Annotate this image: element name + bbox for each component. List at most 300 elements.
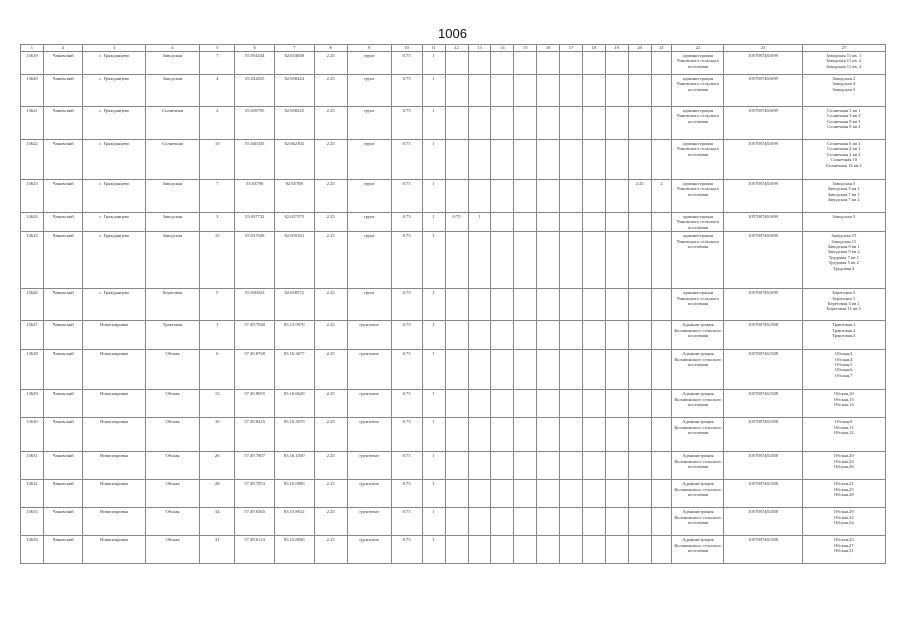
extra-volume-cell [445,52,468,75]
latitude-cell: 55.042825 [235,75,275,107]
addresses-cell [802,75,885,107]
longitude-cell: 82.662302 [274,140,314,180]
count-cell: 1 [422,75,445,107]
column-header: 3 [83,45,145,52]
table-row [21,52,886,75]
empty-cell [560,321,583,350]
empty-cell [537,350,560,390]
column-header: 5 [200,45,235,52]
empty-cell [605,75,628,107]
empty-cell [537,390,560,418]
planned-count-cell [651,213,672,232]
empty-cell [605,321,628,350]
area-cell: 2.25 [314,536,347,564]
planned-count-cell [651,289,672,321]
extra-count-cell [468,350,491,390]
planned-count-cell [651,321,672,350]
extra-count-cell [468,418,491,452]
header-row [21,45,886,52]
district-cell: Чановский [43,536,83,564]
row-id: 13632 [21,480,44,508]
inn-cell: 1057087461588 [724,418,802,452]
address-line: Заводская 4 [832,81,856,87]
owner-cell: администрация Чановского сельского поселения [672,232,724,289]
registry-table [20,44,886,564]
count-cell: 1 [422,321,445,350]
planned-volume-cell [628,75,651,107]
area-cell: 2.25 [314,140,347,180]
longitude-cell: 83.15.8612 [274,508,314,536]
empty-cell [537,213,560,232]
house-number-cell: 2 [200,107,235,140]
district-cell: Чановский [43,350,83,390]
volume-cell: 0.75 [391,52,422,75]
surface-cell: грунтовое [347,350,391,390]
address-line: Обская,20 [833,453,854,459]
table-row [21,180,886,213]
count-cell: 1 [422,390,445,418]
empty-cell [605,107,628,140]
house-number-cell: 5 [200,289,235,321]
address-line: Заводская 11 [831,238,857,244]
settlement-cell: с. Гражданцево [83,52,145,75]
address-line: Заводская 15 [831,233,857,239]
address-line: Солнечная 3 кв 1 [827,108,861,113]
surface-cell: грунтовое [347,536,391,564]
street-cell: Обская [145,536,199,564]
row-id: 13628 [21,350,44,390]
address-line: Заводская 11 кв. 1 [826,53,862,58]
empty-cell [582,390,605,418]
street-cell: Солнечная [145,140,199,180]
extra-volume-cell [445,232,468,289]
empty-cell [491,180,514,213]
empty-cell [514,321,537,350]
empty-cell [560,452,583,480]
planned-count-cell [651,75,672,107]
address-line: Обская,5 [835,362,853,368]
extra-volume-cell [445,107,468,140]
address-line: Заводская 11 кв. 2 [826,58,862,64]
inn-cell: 1057087461699 [724,289,802,321]
column-header: 6 [235,45,275,52]
latitude-cell: 55.03796 [235,180,275,213]
empty-cell [514,390,537,418]
district-cell: Чановский [43,321,83,350]
empty-cell [605,508,628,536]
extra-volume-cell [445,536,468,564]
planned-count-cell [651,232,672,289]
table-row [21,232,886,289]
empty-cell [514,140,537,180]
empty-cell [605,52,628,75]
address-line: Солнечная 2 кв 2 [827,151,861,157]
empty-cell [491,52,514,75]
settlement-cell: с. Гражданцево [83,213,145,232]
extra-count-cell [468,452,491,480]
district-cell: Чановский [43,289,83,321]
empty-cell [491,418,514,452]
addresses-cell [802,232,885,289]
address-line: Заводская 3 [832,86,856,92]
count-cell: 1 [422,350,445,390]
address-line: Обская,27 [833,542,854,548]
area-cell: 2.25 [314,452,347,480]
extra-count-cell [468,289,491,321]
area-cell: 2.25 [314,480,347,508]
empty-cell [514,232,537,289]
count-cell: 1 [422,452,445,480]
count-cell: 1 [422,213,445,232]
count-cell: 1 [422,140,445,180]
row-id: 13629 [21,390,44,418]
extra-count-cell [468,390,491,418]
extra-volume-cell [445,480,468,508]
address-line: Солнечная 9 кв 1 [827,118,861,124]
addresses-cell [802,180,885,213]
extra-count-cell [468,480,491,508]
address-line: Обская,11 [833,424,854,430]
planned-volume-cell [628,213,651,232]
empty-cell [560,508,583,536]
volume-cell: 0.75 [391,232,422,289]
row-id: 13626 [21,289,44,321]
empty-cell [582,321,605,350]
owner-cell: Администрация Коловинского сельского поселения [672,480,724,508]
latitude-cell: 55.036023 [235,289,275,321]
street-cell: Обская [145,418,199,452]
settlement-cell: с. Гражданцево [83,75,145,107]
empty-cell [605,390,628,418]
district-cell: Чановский [43,180,83,213]
empty-cell [514,536,537,564]
settlement-cell: Новопокровка [83,418,145,452]
addresses-cell [802,390,885,418]
address-line: Трактовая,1 [832,322,856,328]
latitude-cell: 55.054434 [235,52,275,75]
district-cell: Чановский [43,140,83,180]
address-line: Заводская 2 [832,76,856,81]
surface-cell: грунт [347,289,391,321]
empty-cell [491,213,514,232]
street-cell: Заводская [145,75,199,107]
table-row [21,140,886,180]
address-line: Солнечная 9 кв 2 [827,124,861,130]
column-header: 2 [43,45,83,52]
address-line: Трудовая 5 кв 2 [828,260,859,266]
address-line: Обская,34 [833,520,854,526]
house-number-cell: 4 [200,75,235,107]
empty-cell [560,480,583,508]
empty-cell [514,107,537,140]
row-id: 13631 [21,452,44,480]
column-header: 4 [145,45,199,52]
address-line: Трудовая 7 кв 1 [828,254,859,260]
surface-cell: грунтовое [347,452,391,480]
inn-cell: 1057087461699 [724,140,802,180]
column-header: 11 [422,45,445,52]
address-line: Обская,10 [833,391,854,397]
latitude-cell: 57.49.8425 [235,418,275,452]
column-header: 18 [582,45,605,52]
planned-volume-cell [628,289,651,321]
latitude-cell: 57.49.6123 [235,536,275,564]
empty-cell [560,289,583,321]
surface-cell: грунтовое [347,390,391,418]
empty-cell [605,536,628,564]
area-cell: 2.25 [314,232,347,289]
district-cell: Чановский [43,75,83,107]
empty-cell [537,289,560,321]
area-cell: 2.25 [314,350,347,390]
empty-cell [537,418,560,452]
street-cell: Береговая [145,289,199,321]
volume-cell: 0.75 [391,213,422,232]
owner-cell: администрация Чановского сельского поселения [672,289,724,321]
latitude-cell: 57.49.7807 [235,452,275,480]
empty-cell [582,75,605,107]
street-cell: Обская [145,480,199,508]
house-number-cell: 1 [200,321,235,350]
settlement-cell: Новопокровка [83,350,145,390]
owner-cell: администрация Чановского сельского поселения [672,140,724,180]
column-header: 10 [391,45,422,52]
address-line: Трактовая,3 [832,333,856,339]
settlement-cell: Новопокровка [83,321,145,350]
extra-count-cell [468,232,491,289]
addresses-cell [802,140,885,180]
table-row [21,390,886,418]
count-cell: 1 [422,232,445,289]
address-line: Трактовая,2 [832,327,856,333]
empty-cell [560,140,583,180]
inn-cell: 1057087461588 [724,508,802,536]
empty-cell [582,232,605,289]
volume-cell: 0.75 [391,508,422,536]
district-cell: Чановский [43,480,83,508]
planned-volume-cell [628,452,651,480]
planned-volume-cell [628,508,651,536]
volume-cell: 0.75 [391,75,422,107]
address-line: Обская,32 [833,514,854,520]
empty-cell [605,350,628,390]
empty-cell [514,452,537,480]
settlement-cell: Новопокровка [83,390,145,418]
empty-cell [537,52,560,75]
longitude-cell: 83.16.3677 [274,350,314,390]
empty-cell [560,52,583,75]
house-number-cell: 34 [200,508,235,536]
page-number: 1006 [438,26,467,41]
area-cell: 2.25 [314,107,347,140]
empty-cell [491,480,514,508]
empty-cell [491,536,514,564]
planned-volume-cell [628,480,651,508]
address-line: Обская,28 [833,492,854,498]
owner-cell: администрация Чановского сельского поселения [672,180,724,213]
addresses-cell [802,508,885,536]
empty-cell [491,390,514,418]
extra-count-cell [468,180,491,213]
empty-cell [491,107,514,140]
longitude-cell: 82.659163 [274,232,314,289]
planned-count-cell [651,107,672,140]
volume-cell: 0.75 [391,452,422,480]
extra-volume-cell [445,140,468,180]
settlement-cell: Новопокровка [83,480,145,508]
empty-cell [514,289,537,321]
empty-cell [560,232,583,289]
district-cell: Чановский [43,232,83,289]
settlement-cell: с. Гражданцево [83,232,145,289]
planned-count-cell [651,452,672,480]
empty-cell [605,452,628,480]
planned-volume-cell [628,232,651,289]
row-id: 13621 [21,107,44,140]
empty-cell [514,480,537,508]
count-cell: 1 [422,107,445,140]
owner-cell: администрация Чановского сельского поселения [672,107,724,140]
address-line: Солнечная 12 кв 2 [825,162,862,168]
area-cell: 2.25 [314,390,347,418]
empty-cell [560,536,583,564]
empty-cell [514,350,537,390]
owner-cell: Администрация Коловинского сельского поселения [672,508,724,536]
street-cell: Заводская [145,52,199,75]
address-line: Береговая 11 кв 3 [826,306,861,312]
address-line: Обская,13 [833,396,854,402]
column-header: 21 [651,45,672,52]
table-row [21,508,886,536]
extra-volume-cell [445,452,468,480]
empty-cell [605,480,628,508]
volume-cell: 0.75 [391,140,422,180]
house-number-cell: 6 [200,350,235,390]
volume-cell: 0.75 [391,418,422,452]
house-number-cell: 26 [200,452,235,480]
empty-cell [537,508,560,536]
house-number-cell: 7 [200,180,235,213]
column-header: 7 [274,45,314,52]
settlement-cell: с. Гражданцево [83,289,145,321]
empty-cell [537,75,560,107]
empty-cell [537,452,560,480]
column-header: 23 [724,45,802,52]
empty-cell [582,480,605,508]
address-line: Обская,4 [835,356,853,362]
inn-cell: 1057087461699 [724,232,802,289]
column-header: 22 [672,45,724,52]
column-header: 1 [21,45,44,52]
address-line: Обская,12 [833,430,854,436]
empty-cell [582,452,605,480]
table-row [21,452,886,480]
longitude-cell: 82.65788 [274,180,314,213]
volume-cell: 0.75 [391,390,422,418]
area-cell: 2.25 [314,508,347,536]
empty-cell [582,213,605,232]
address-line: Заводская 7 кв 1 [827,191,860,197]
empty-cell [491,452,514,480]
planned-count-cell [651,418,672,452]
empty-cell [582,536,605,564]
latitude-cell: 57.49.7840 [235,321,275,350]
district-cell: Чановский [43,52,83,75]
address-line: Обская,21 [833,481,854,487]
empty-cell [560,213,583,232]
empty-cell [605,180,628,213]
settlement-cell: Новопокровка [83,452,145,480]
area-cell: 2.25 [314,180,347,213]
volume-cell: 0.75 [391,480,422,508]
planned-count-cell [651,390,672,418]
row-id: 13623 [21,180,44,213]
addresses-cell [802,452,885,480]
empty-cell [560,418,583,452]
empty-cell [514,75,537,107]
table-row [21,107,886,140]
column-header: 12 [445,45,468,52]
empty-cell [582,508,605,536]
latitude-cell: 57.49.6565 [235,508,275,536]
longitude-cell: 83.15.8020 [274,536,314,564]
extra-count-cell [468,75,491,107]
empty-cell [605,232,628,289]
address-line: Обская,6 [835,367,853,373]
volume-cell: 0.75 [391,107,422,140]
address-line: Солнечная 2 кв 1 [827,146,861,152]
empty-cell [491,232,514,289]
address-line: Заводская 9 кв 2 [827,249,860,255]
count-cell: 1 [422,418,445,452]
area-cell: 2.25 [314,321,347,350]
address-line: Солнечная 6 кв 2 [827,141,861,146]
table-row [21,536,886,564]
owner-cell: Администрация Коловинского сельского поселения [672,390,724,418]
empty-cell [537,107,560,140]
table-row [21,75,886,107]
extra-volume-cell [445,418,468,452]
settlement-cell: с. Гражданцево [83,140,145,180]
addresses-cell [802,321,885,350]
surface-cell: грунт [347,52,391,75]
street-cell: Обская [145,452,199,480]
owner-cell: Администрация Коловинского сельского поселения [672,321,724,350]
row-id: 13620 [21,75,44,107]
latitude-cell: 55.040345 [235,140,275,180]
empty-cell [582,350,605,390]
district-cell: Чановский [43,390,83,418]
district-cell: Чановский [43,452,83,480]
address-line: Заводская 9 кв 1 [827,244,860,250]
address-line: Обская,23 [833,537,854,543]
street-cell: Заводская [145,232,199,289]
surface-cell: грунт [347,213,391,232]
house-number-cell: 7 [200,52,235,75]
address-line: Обская,8 [835,419,853,425]
longitude-cell: 83.16.6629 [274,390,314,418]
address-line: Обская,31 [833,548,854,554]
empty-cell [514,418,537,452]
inn-cell: 1057087461588 [724,321,802,350]
address-line: Обская,14 [833,402,854,408]
extra-volume-cell [445,390,468,418]
empty-cell [537,140,560,180]
house-number-cell: 15 [200,232,235,289]
house-number-cell: 28 [200,480,235,508]
street-cell: Обская [145,390,199,418]
planned-count-cell [651,52,672,75]
